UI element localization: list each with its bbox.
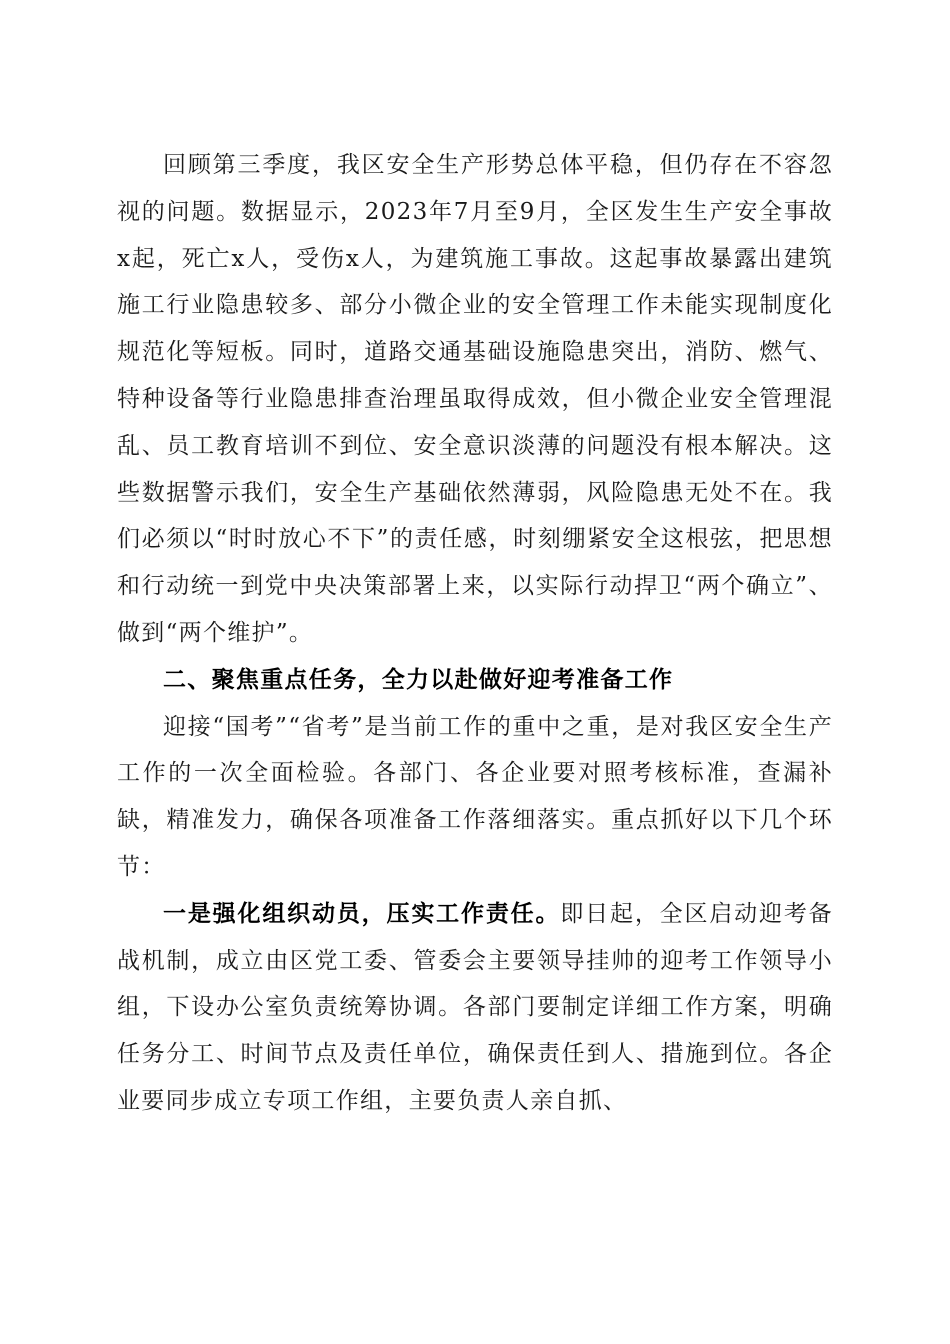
paragraph-point-one bbox=[117, 891, 833, 1125]
point-one-body: 即日起，全区启动迎考备战机制，成立由区党工委、管委会主要领导挂帅的迎考工作领导小组，下设办公室负责统筹协调。各部门要制定详细工作方案，明确任务分工、时间节点及责任单位，确保责任到人、措施到位。各企业要同步成立专项工作组，主要负责人亲自抓、 bbox=[117, 900, 833, 1114]
section-heading: 二、聚焦重点任务，全力以赴做好迎考准备工作 bbox=[163, 666, 674, 693]
point-one-lead: 一是强化组织动员，压实工作责任。 bbox=[163, 900, 561, 927]
document-body bbox=[117, 142, 833, 1125]
paragraph-review: 回顾第三季度，我区安全生产形势总体平稳，但仍存在不容忽视的问题。数据显示，2023年7月至9月，全区发生生产安全事故x起，死亡x人，受伤x人，为建筑施工事故。这起事故暴露出建筑施工行业隐患较多、部分小微企业的安全管理工作未能实现制度化规范化等短板。同时，道路交通基础设施隐患突出，消防、燃气、特种设备等行业隐患排查治理虽取得成效，但小微企业安全管理混乱、员工教育培训不到位、安全意识淡薄的问题没有根本解决。这些数据警示我们，安全生产基础依然薄弱，风险隐患无处不在。我们必须以“时时放心不下”的责任感，时刻绷紧安全这根弦，把思想和行动统一到党中央决策部署上来，以实际行动捍卫“两个确立”、做到“两个维护”。 bbox=[117, 152, 833, 646]
paragraph-exam-intro: 迎接“国考”“省考”是当前工作的重中之重，是对我区安全生产工作的一次全面检验。各部门、各企业要对照考核标准，查漏补缺，精准发力，确保各项准备工作落细落实。重点抓好以下几个环节： bbox=[117, 713, 833, 880]
